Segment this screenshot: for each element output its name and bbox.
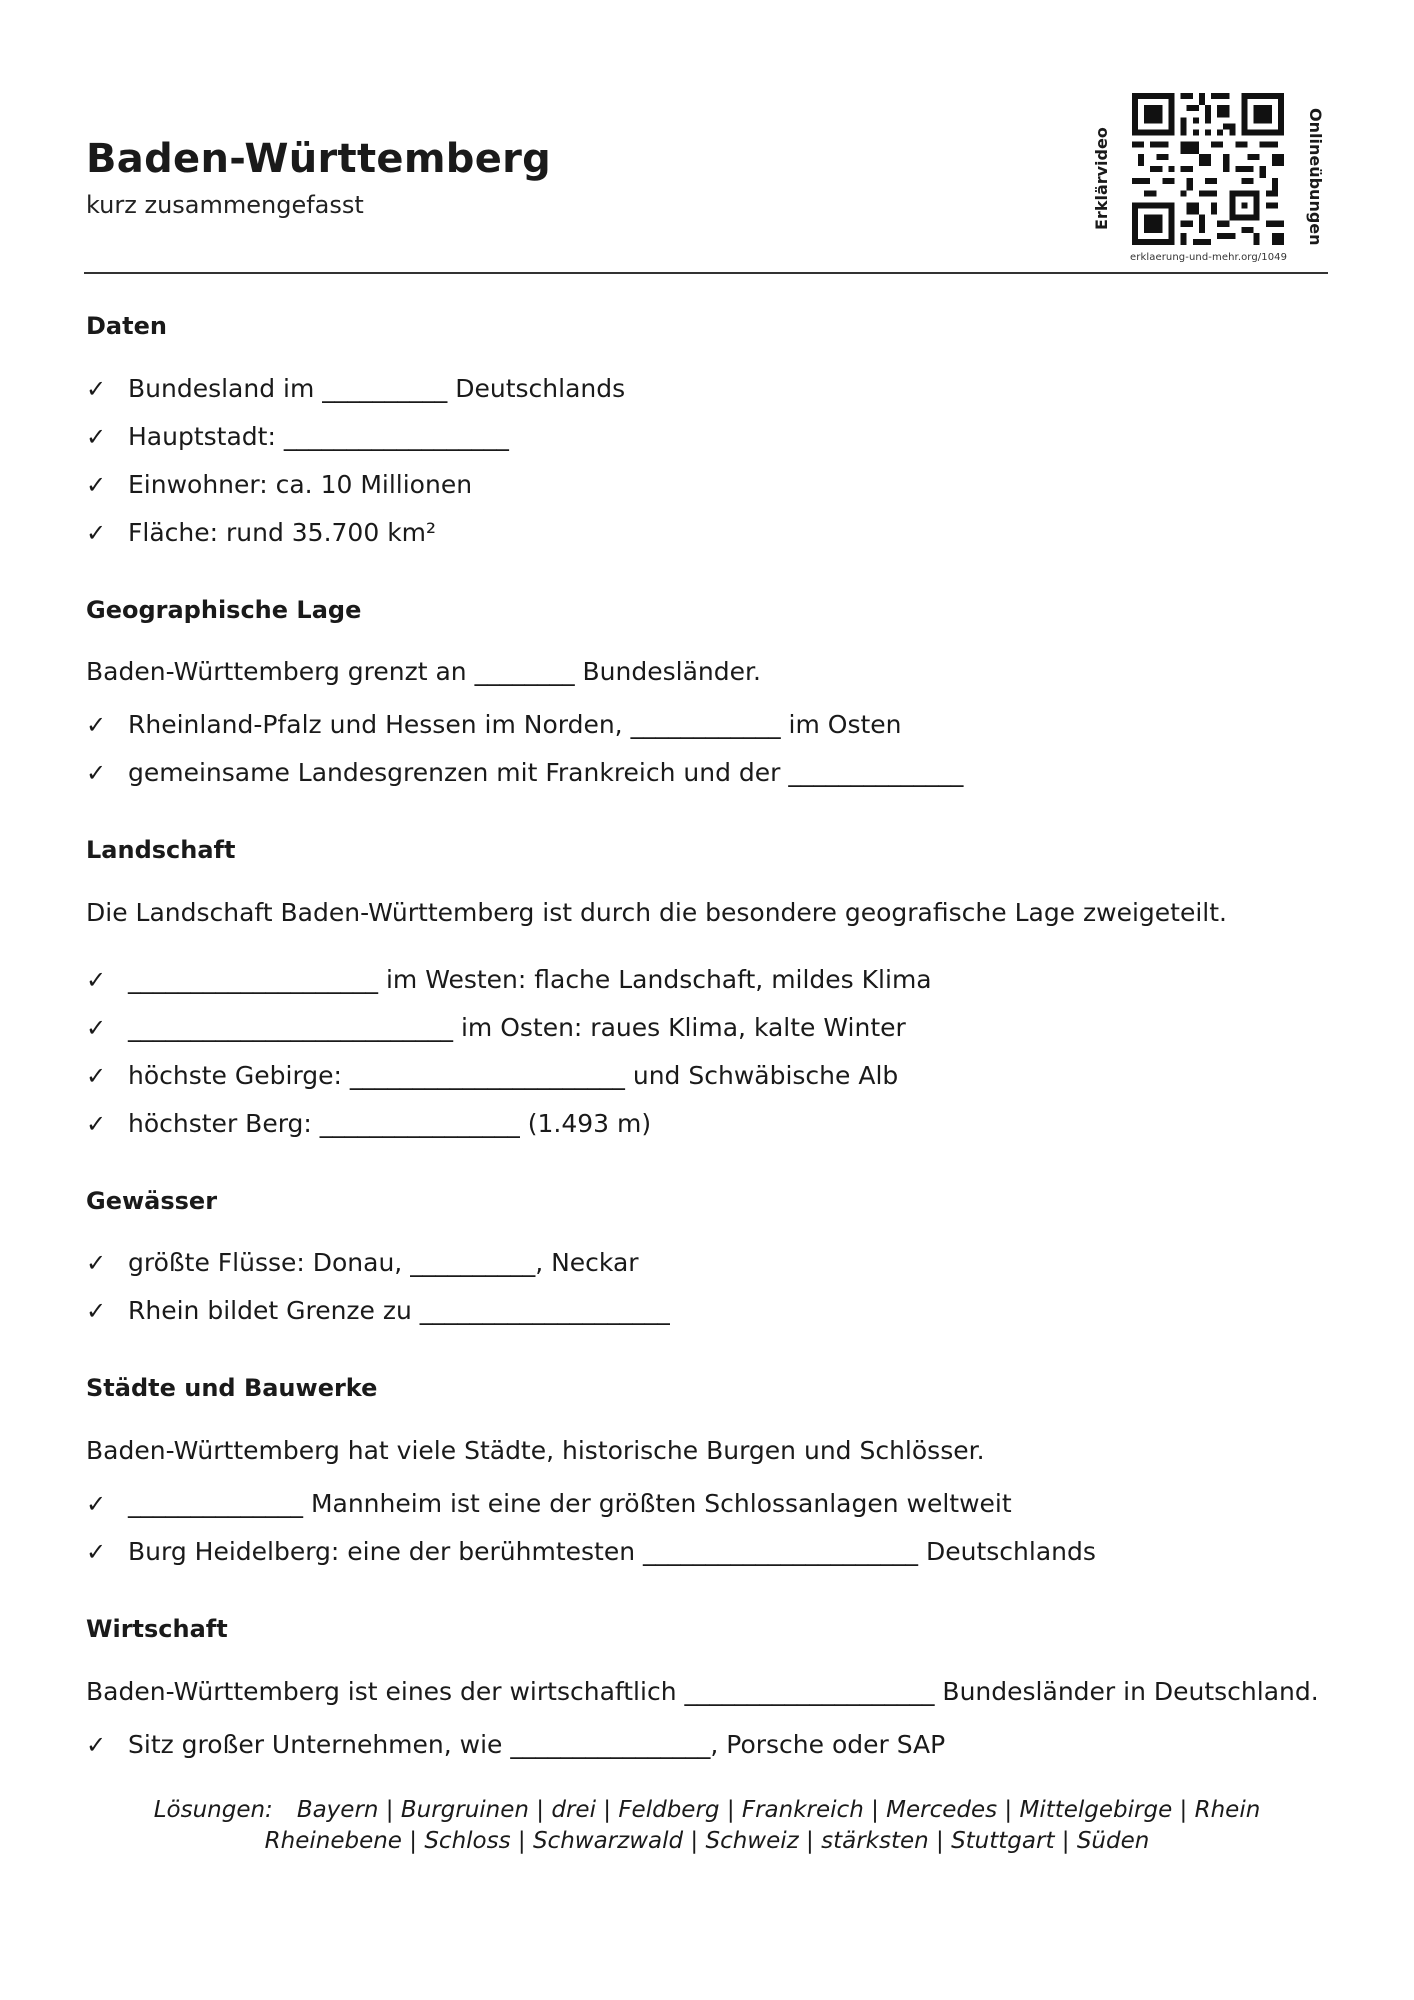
list-item: ✓ gemeinsame Landesgrenzen mit Frankreich und der ______________: [86, 758, 964, 787]
heading-lage: Geographische Lage: [86, 596, 362, 624]
check-icon: ✓: [86, 1014, 107, 1042]
qr-url[interactable]: erklaerung-und-mehr.org/1049: [1130, 252, 1288, 263]
heading-daten: Daten: [86, 312, 167, 340]
qr-code-icon[interactable]: [1132, 93, 1284, 245]
list-item: ✓ größte Flüsse: Donau, __________, Neckar: [86, 1248, 639, 1277]
solutions: [0, 1795, 1414, 1857]
list-item: ✓ Rheinland-Pfalz und Hessen im Norden, ____________ im Osten: [86, 710, 902, 739]
list-item: ✓ ______________ Mannheim ist eine der größten Schlossanlagen weltweit: [86, 1489, 1012, 1518]
intro-staedte: Baden-Württemberg hat viele Städte, historische Burgen und Schlösser.: [86, 1436, 985, 1465]
page-subtitle: kurz zusammengefasst: [86, 191, 364, 219]
list-item: ✓ Burg Heidelberg: eine der berühmtesten ______________________ Deutschlands: [86, 1537, 1096, 1566]
check-icon: ✓: [86, 471, 107, 499]
intro-landschaft: Die Landschaft Baden-Württemberg ist durch die besondere geografische Lage zweigeteilt.: [86, 898, 1227, 927]
heading-gewaesser: Gewässer: [86, 1187, 218, 1215]
heading-landschaft: Landschaft: [86, 836, 236, 864]
check-icon: ✓: [86, 1731, 107, 1759]
check-icon: ✓: [86, 519, 107, 547]
check-icon: ✓: [86, 1297, 107, 1325]
list-item: ✓ Rhein bildet Grenze zu ____________________: [86, 1296, 670, 1325]
list-item: ✓ ____________________ im Westen: flache Landschaft, mildes Klima: [86, 965, 932, 994]
exercises-label: Onlineübungen: [1306, 108, 1325, 246]
check-icon: ✓: [86, 759, 107, 787]
intro-lage: Baden-Württemberg grenzt an ________ Bundesländer.: [86, 657, 761, 686]
check-icon: ✓: [86, 1249, 107, 1277]
list-item: ✓ Fläche: rund 35.700 km²: [86, 518, 437, 547]
heading-staedte: Städte und Bauwerke: [86, 1374, 378, 1402]
list-item: ✓ Bundesland im __________ Deutschlands: [86, 374, 626, 403]
list-item: ✓ höchste Gebirge: ______________________ und Schwäbische Alb: [86, 1061, 899, 1090]
page-title: Baden-Württemberg: [86, 136, 552, 182]
check-icon: ✓: [86, 1110, 107, 1138]
header-divider: [84, 272, 1328, 274]
check-icon: ✓: [86, 711, 107, 739]
solutions-line-1: Lösungen: Bayern | Burgruinen | drei | Feldberg | Frankreich | Mercedes | Mittelgebirge | Rhein: [153, 1797, 1261, 1823]
list-item: ✓ Hauptstadt: __________________: [86, 422, 509, 451]
list-item: ✓ __________________________ im Osten: raues Klima, kalte Winter: [86, 1013, 906, 1042]
video-label: Erklärvideo: [1092, 127, 1111, 230]
check-icon: ✓: [86, 966, 107, 994]
check-icon: ✓: [86, 1062, 107, 1090]
check-icon: ✓: [86, 1538, 107, 1566]
solutions-label: Lösungen:: [153, 1797, 273, 1823]
list-item: ✓ Sitz großer Unternehmen, wie ________________, Porsche oder SAP: [86, 1730, 946, 1759]
list-item: ✓ Einwohner: ca. 10 Millionen: [86, 470, 473, 499]
solutions-line-2: Rheinebene | Schloss | Schwarzwald | Schweiz | stärksten | Stuttgart | Süden: [264, 1828, 1150, 1854]
intro-wirtschaft: Baden-Württemberg ist eines der wirtschaftlich ____________________ Bundesländer in Deutschland.: [86, 1677, 1319, 1706]
heading-wirtschaft: Wirtschaft: [86, 1615, 228, 1643]
list-item: ✓ höchster Berg: ________________ (1.493 m): [86, 1109, 652, 1138]
check-icon: ✓: [86, 1490, 107, 1518]
check-icon: ✓: [86, 375, 107, 403]
check-icon: ✓: [86, 423, 107, 451]
